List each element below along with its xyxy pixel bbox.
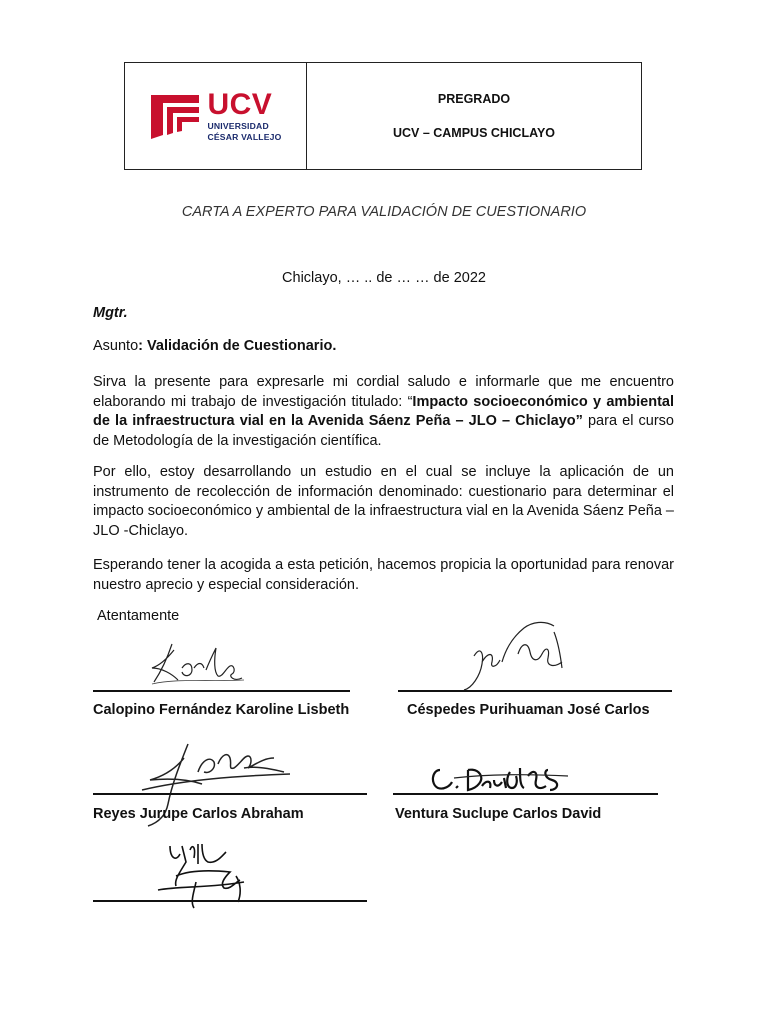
letterhead-info [307,63,641,169]
signature-1-image [148,638,248,688]
letter-title: CARTA A EXPERTO PARA VALIDACIÓN DE CUESTIONARIO [181,204,587,220]
campus-label: UCV – CAMPUS CHICLAYO [392,126,556,140]
signature-name-3: Reyes Jurupe Carlos Abraham [93,806,304,822]
paragraph-1: Sirva la presente para expresarle mi cordial saludo e informarle que me encuentro elaborando mi trabajo de investigación titulado: “Impacto socioeconómico y ambiental de la infraestructura vial en la Avenida Sáenz Peña – JLO – Chiclayo” para el curso de Metodología de la investigación científica. [93,374,674,449]
subject-value: : Validación de Cuestionario. [138,338,337,354]
paragraph-3: Esperando tener la acogida a esta petición, hacemos propicia la oportunidad para renovar nuestro aprecio y especial consideración. [93,557,674,593]
research-title: Impacto socioeconómico y ambiental de la infraestructura vial en la Avenida Sáenz Peña – JLO – Chiclayo” [93,393,674,429]
signature-line-5 [93,900,367,902]
signature-line-1 [93,690,350,692]
letterhead-box [124,62,642,170]
signature-line-3 [93,793,367,795]
signature-name-2: Céspedes Purihuaman José Carlos [407,702,650,718]
signature-2-image [458,612,578,692]
closing: Atentamente [97,608,180,624]
ucv-logo [149,90,281,141]
logo-wordmark: UCV [207,88,273,122]
signature-name-1: Calopino Fernández Karoline Lisbeth [93,702,350,718]
logo-line2: CÉSAR VALLEJO [207,132,282,142]
subject-line [93,338,336,354]
logo-cell [125,63,307,169]
ucv-shield-icon [149,91,201,141]
letter-date: Chiclayo, … .. de … … de 2022 [282,270,486,286]
logo-line1: UNIVERSIDAD [207,121,269,132]
signature-4-image [428,756,578,796]
signature-name-4: Ventura Suclupe Carlos David [395,806,602,822]
signature-line-4 [393,793,658,795]
subject-label: Asunto [93,338,139,354]
program-label: PREGRADO [437,92,511,106]
recipient: Mgtr. [93,305,128,321]
signature-line-2 [398,690,672,692]
paragraph-2: Por ello, estoy desarrollando un estudio en el cual se incluye la aplicación de un instrumento de recolección de información denominado: cuestionario para determinar el impacto socioeconómico y ambiental de la infraestructura vial en la Avenida Sáenz Peña – JLO -Chiclayo. [93,464,674,539]
